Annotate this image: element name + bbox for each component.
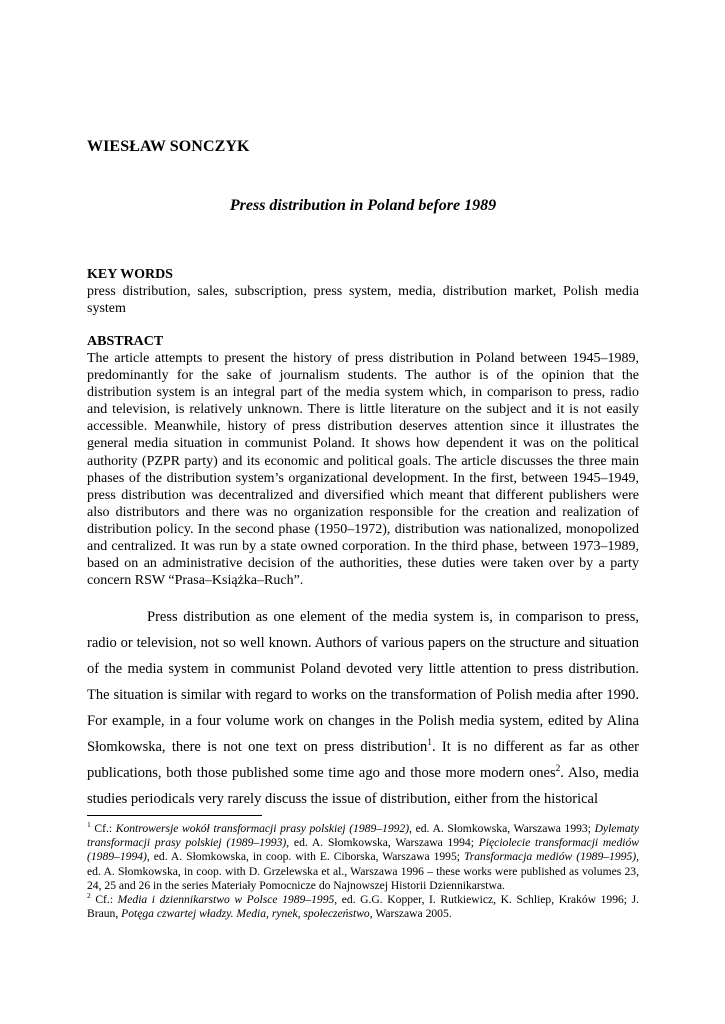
footnote-2-text-b: , ed. G.G. Kopper, I. Rutkiewicz, K. Schliep, Kraków 1996; J. Braun,	[87, 893, 639, 921]
keywords-heading: KEY WORDS	[87, 267, 173, 282]
footnote-2-text-a: Cf.:	[90, 893, 118, 907]
footnote-divider	[87, 815, 262, 816]
footnote-1-text-d: , ed. A. Słomkowska, in coop. with E. Ciborska, Warszawa 1995;	[146, 850, 464, 864]
footnote-1-text-c: , ed. A. Słomkowska, Warszawa 1994;	[286, 836, 479, 850]
body-text-part1: Press distribution as one element of the media system is, in comparison to press, radio or television, not so well known. Authors of various papers on the structure and situation of the media system in communist Poland devoted very little attention to press distribution. The situation is similar with regard to works on the transformation of Polish media after 1990. For example, in a four volume work on changes in the Polish media system, edited by Alina Słomkowska, there is not one text on press distribution	[87, 609, 639, 755]
abstract-text: The article attempts to present the history of press distribution in Poland between 1945–1989, predominantly for the sake of journalism students. The author is of the opinion that the distribution system is an integral part of the media system which, in comparison to press, radio and television, is relatively unknown. There is little literature on the subject and it is not easily accessible. Meanwhile, history of press distribution deserves attention since it illustrates the general media situation in communist Poland. It shows how dependent it was on the political authority (PZPR party) and its economic and political goals. The article discusses the three main phases of the distribution system’s organizational development. In the first, between 1945–1949, press distribution was decentralized and diversified which meant that different publishers were also distributors and there was no organization responsible for the creation and realization of distribution policy. In the second phase (1950–1972), distribution was nationalized, monopolized and centralized. It was run by a state owned corporation. In the third phase, between 1973–1989, based on an administrative decision of the authorities, these duties were taken over by a party concern RSW “Prasa–Książka–Ruch”.	[87, 351, 639, 589]
author-name: WIESŁAW SONCZYK	[87, 138, 250, 155]
footnote-2-title-2: Potęga czwartej władzy. Media, rynek, społeczeństwo	[121, 907, 370, 921]
footnote-1-text-b: , ed. A. Słomkowska, Warszawa 1993;	[409, 822, 595, 835]
body-text-part3: . Also, media studies periodicals very rarely discuss the issue of distribution, either from the historical	[87, 765, 639, 807]
footnote-1-title-3: Pięciolecie transformacji mediów (1989–1994)	[87, 836, 639, 864]
footnote-1-title-2: Dylematy transformacji prasy polskiej (1989–1993)	[87, 822, 639, 850]
footnote-1-title-4: Transformacja mediów (1989–1995)	[463, 850, 637, 864]
footnote-1-text-a: Cf.:	[90, 822, 116, 835]
body-paragraph	[87, 604, 639, 812]
footnote-ref-2[interactable]: 2	[555, 764, 561, 775]
body-text-part2: . It is no different as far as other publications, both those published some time ago and those more modern ones	[87, 739, 639, 781]
footnote-1-text-e: , ed. A. Słomkowska, in coop. with D. Grzelewska et al., Warszawa 1996 – these works were published as volumes 23, 24, 25 and 26 in the series Materiały Pomocnicze do Najnowszej Historii Dziennikarstwa.	[87, 850, 640, 892]
article-title: Press distribution in Poland before 1989	[229, 197, 497, 214]
footnote-2-title-1: Media i dziennikarstwo w Polsce 1989–1995	[117, 893, 335, 907]
footnote-1-number: 1	[87, 820, 91, 830]
keywords-text: press distribution, sales, subscription, press system, media, distribution market, Polish media system	[87, 284, 639, 316]
footnote-2	[87, 893, 639, 921]
footnotes	[87, 822, 639, 921]
footnote-2-number: 2	[87, 891, 91, 901]
footnote-ref-1[interactable]: 1	[427, 738, 432, 749]
abstract-heading: ABSTRACT	[87, 334, 164, 349]
footnote-2-text-c: , Warszawa 2005.	[369, 907, 452, 921]
footnote-1	[87, 822, 639, 893]
footnote-1-title-1: Kontrowersje wokół transformacji prasy polskiej (1989–1992)	[115, 822, 410, 835]
